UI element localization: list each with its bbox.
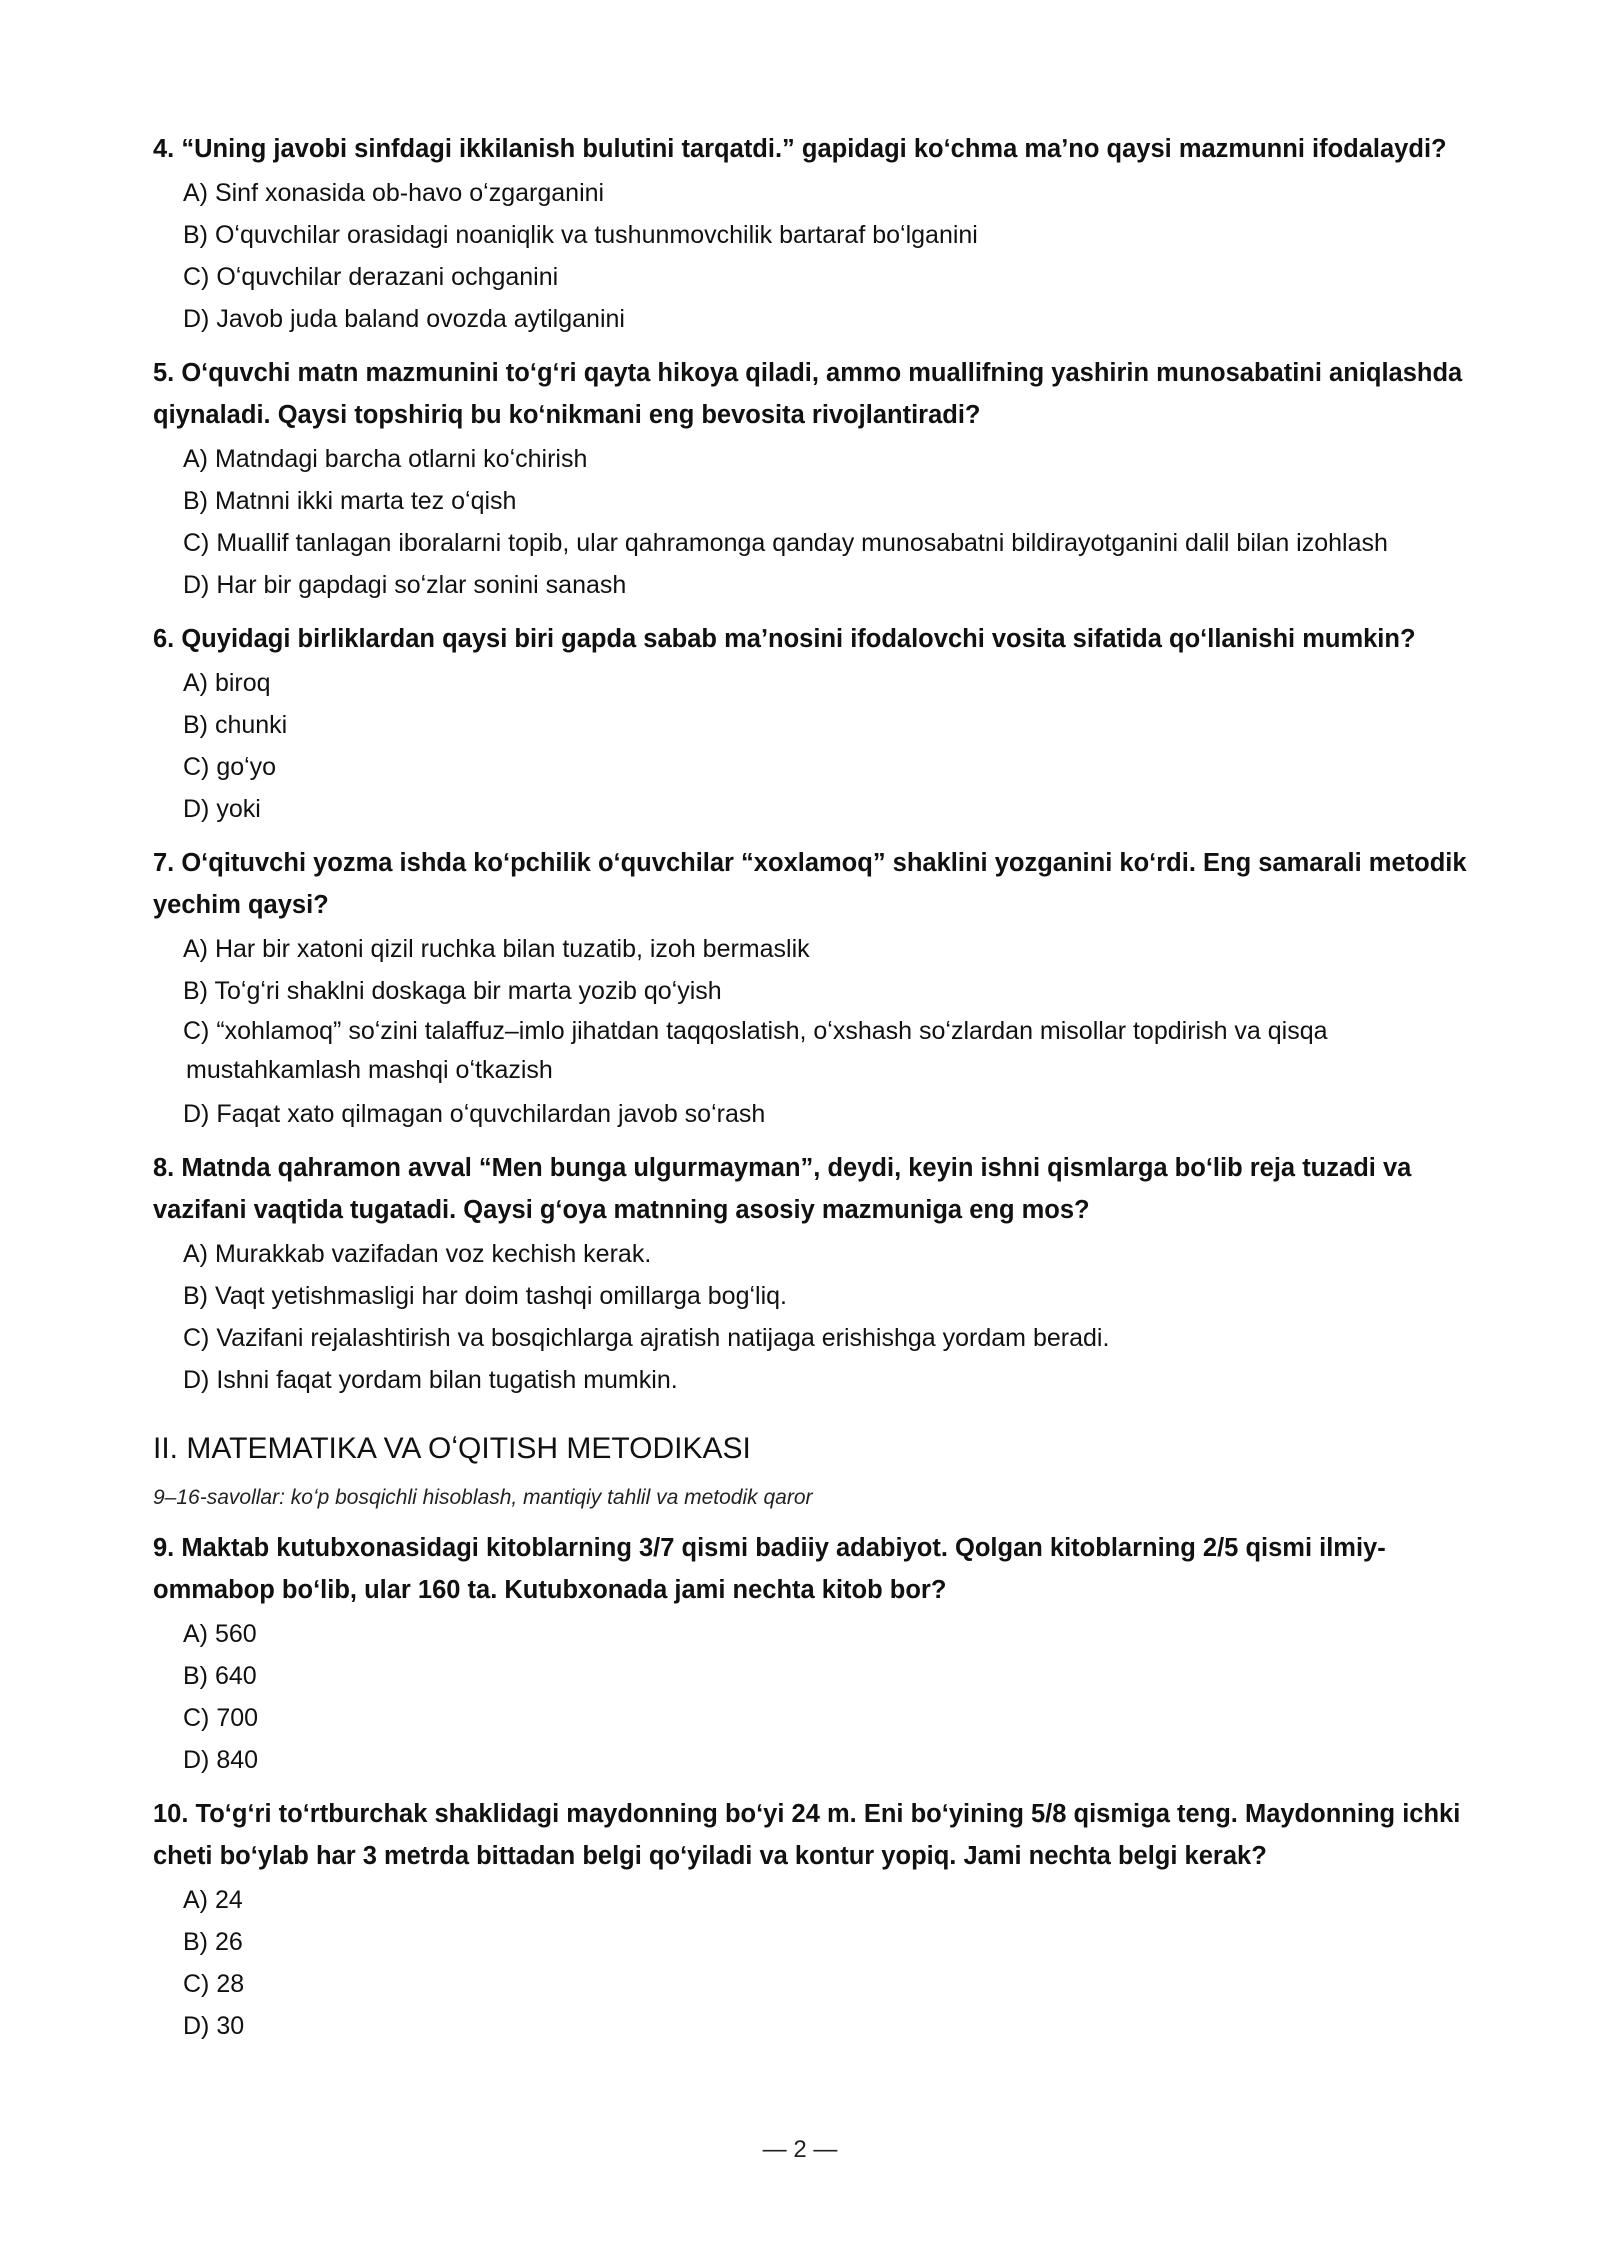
question-text: 5. Oʻquvchi matn mazmunini toʻgʻri qayta hikoya qiladi, ammo muallifning yashirin munosabatini aniqlashda qiynaladi. Qaysi topshiriq bu koʻnikmani eng bevosita rivojlantiradi? (153, 359, 1463, 429)
option-c: C) Vazifani rejalashtirish va bosqichlarga ajratish natijaga erishishga yordam beradi. (183, 1324, 1110, 1352)
page-number: — 2 — (762, 2136, 838, 2163)
answer-options (153, 438, 1478, 606)
question-text: 9. Maktab kutubxonasidagi kitoblarning 3/7 qismi badiiy adabiyot. Qolgan kitoblarning 2/5 qismi ilmiy-ommabop boʻlib, ular 160 ta. Kutubxonada jami nechta kitob bor? (153, 1534, 1386, 1604)
section-title: II. MATEMATIKA VA OʻQITISH METODIKASI (153, 1432, 751, 1465)
answer-options (153, 1879, 1478, 2047)
section-subtitle: 9–16-savollar: koʻp bosqichli hisoblash, mantiqiy tahlil va metodik qaror (153, 1486, 813, 1509)
option-a: A) 24 (183, 1886, 243, 1914)
option-d: D) Har bir gapdagi soʻzlar sonini sanash (183, 571, 627, 599)
option-d: D) Ishni faqat yordam bilan tugatish mumkin. (183, 1366, 678, 1394)
option-a: A) Sinf xonasida ob-havo oʻzgarganini (183, 179, 605, 207)
question-text: 10. Toʻgʻri toʻrtburchak shaklidagi maydonning boʻyi 24 m. Eni boʻyining 5/8 qismiga teng. Maydonning ichki cheti boʻylab har 3 metrda bittadan belgi qoʻyiladi va kontur yopiq. Jami nechta belgi kerak? (153, 1800, 1461, 1870)
question-text: 6. Quyidagi birliklardan qaysi biri gapda sabab maʼnosini ifodalovchi vosita sifatida qoʻllanishi mumkin? (153, 625, 1416, 653)
option-d: D) 840 (183, 1746, 259, 1774)
option-a: A) biroq (183, 669, 271, 697)
option-c: C) 28 (183, 1970, 245, 1998)
option-d: D) Faqat xato qilmagan oʻquvchilardan javob soʻrash (183, 1100, 766, 1128)
page-content (153, 128, 1478, 2059)
option-b: B) Vaqt yetishmasligi har doim tashqi omillarga bogʻliq. (183, 1282, 787, 1310)
question-8 (153, 1147, 1478, 1401)
question-7 (153, 842, 1478, 1135)
option-b: B) Toʻgʻri shaklni doskaga bir marta yozib qoʻyish (183, 977, 722, 1005)
option-c (183, 1012, 1478, 1093)
option-c: C) 700 (183, 1704, 259, 1732)
answer-options (153, 1613, 1478, 1781)
answer-options (153, 662, 1478, 830)
option-a: A) Har bir xatoni qizil ruchka bilan tuzatib, izoh bermaslik (183, 935, 810, 963)
answer-options (153, 928, 1478, 1135)
option-a: A) Matndagi barcha otlarni koʻchirish (183, 445, 588, 473)
option-b: B) Oʻquvchilar orasidagi noaniqlik va tushunmovchilik bartaraf boʻlganini (183, 221, 978, 249)
option-d: D) yoki (183, 795, 261, 823)
question-4 (153, 128, 1478, 340)
option-c: C) Oʻquvchilar derazani ochganini (183, 263, 559, 291)
option-c: C) Muallif tanlagan iboralarni topib, ular qahramonga qanday munosabatni bildirayotganini dalil bilan izohlash (183, 529, 1388, 557)
question-10 (153, 1793, 1478, 2047)
option-d: D) 30 (183, 2012, 245, 2040)
option-c-text: C) “xohlamoq” soʻzini talaffuz–imlo jihatdan taqqoslatish, oʻxshash soʻzlardan misollar topdirish va qisqa mustahkamlash mashqi oʻtkazish (183, 1017, 1328, 1084)
option-b: B) 26 (183, 1928, 243, 1956)
answer-options (153, 172, 1478, 340)
option-c: C) goʻyo (183, 753, 277, 781)
question-6 (153, 618, 1478, 830)
question-5 (153, 352, 1478, 606)
answer-options (153, 1233, 1478, 1401)
question-9 (153, 1527, 1478, 1781)
option-a: A) Murakkab vazifadan voz kechish kerak. (183, 1240, 652, 1268)
option-b: B) chunki (183, 711, 288, 739)
option-a: A) 560 (183, 1620, 257, 1648)
question-text: 8. Matnda qahramon avval “Men bunga ulgurmayman”, deydi, keyin ishni qismlarga boʻlib reja tuzadi va vazifani vaqtida tugatadi. Qaysi gʻoya matnning asosiy mazmuniga eng mos? (153, 1154, 1412, 1224)
option-b: B) 640 (183, 1662, 257, 1690)
question-text: 4. “Uning javobi sinfdagi ikkilanish bulutini tarqatdi.” gapidagi koʻchma maʼno qaysi mazmunni ifodalaydi? (153, 135, 1447, 163)
option-d: D) Javob juda baland ovozda aytilganini (183, 305, 625, 333)
question-text: 7. Oʻqituvchi yozma ishda koʻpchilik oʻquvchilar “xoxlamoq” shaklini yozganini koʻrdi. Eng samarali metodik yechim qaysi? (153, 849, 1467, 919)
option-b: B) Matnni ikki marta tez oʻqish (183, 487, 517, 515)
